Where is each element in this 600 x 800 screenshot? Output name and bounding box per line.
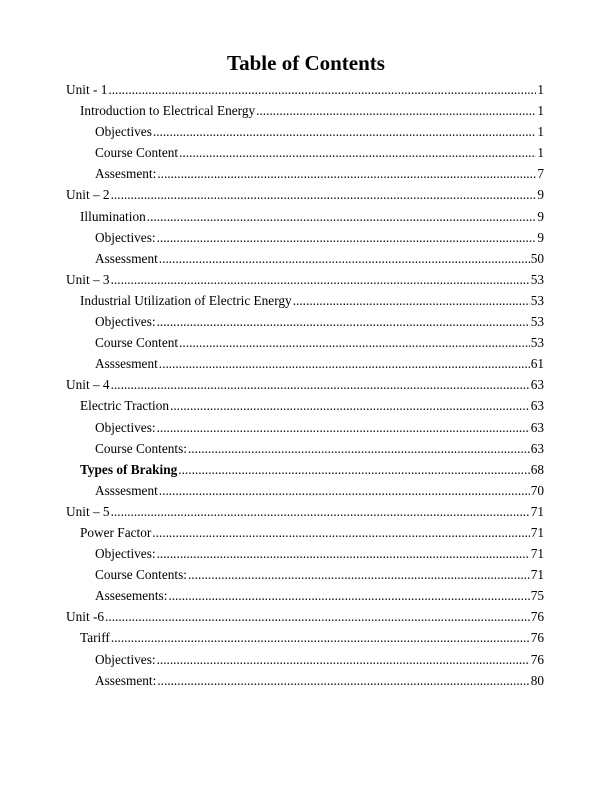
toc-entry[interactable] (0, 438, 544, 459)
toc-entry[interactable] (0, 184, 544, 205)
toc-entry[interactable] (0, 395, 544, 416)
toc-entry[interactable] (0, 163, 544, 184)
toc-page-number: 63 (530, 377, 544, 393)
toc-entry[interactable] (0, 522, 544, 543)
toc-entry-label: Tariff (80, 630, 110, 646)
toc-page-number: 53 (530, 271, 544, 287)
toc-dot-leader (168, 585, 529, 606)
toc-entry[interactable] (0, 374, 544, 395)
toc-entry[interactable] (0, 248, 544, 269)
toc-entry-label: Objectives: (95, 546, 156, 562)
toc-entry-label: Illumination (80, 208, 146, 224)
toc-dot-leader (111, 627, 530, 648)
toc-entry[interactable] (0, 480, 544, 501)
toc-entry[interactable] (0, 649, 544, 670)
toc-entry-label: Unit – 3 (66, 271, 110, 287)
toc-dot-leader (157, 649, 530, 670)
toc-entry-label: Asssesment (95, 356, 158, 372)
toc-page-number: 71 (530, 546, 544, 562)
toc-entry-label: Objectives: (95, 229, 156, 245)
toc-dot-leader (293, 290, 530, 311)
toc-entry-label: Course Contents: (95, 440, 187, 456)
toc-page-number: 53 (530, 292, 544, 308)
toc-entry-label: Course Content (95, 335, 179, 351)
toc-page-number: 76 (530, 630, 544, 646)
toc-entry-label: Industrial Utilization of Electric Energy (80, 292, 292, 308)
toc-title: Table of Contents (227, 51, 385, 75)
toc-page-number: 63 (530, 419, 544, 435)
toc-entry[interactable] (0, 670, 544, 691)
toc-page-number: 63 (530, 440, 544, 456)
toc-page-number: 80 (530, 672, 544, 688)
toc-dot-leader (152, 522, 529, 543)
toc-dot-leader (105, 606, 530, 627)
toc-entry-label: Unit – 2 (66, 187, 110, 203)
toc-entry[interactable] (0, 332, 544, 353)
toc-dot-leader (153, 121, 536, 142)
toc-entry-label: Course Contents: (95, 567, 187, 583)
toc-entry[interactable] (0, 564, 544, 585)
toc-entry-label: Assesment: (95, 672, 157, 688)
toc-dot-leader (256, 100, 536, 121)
toc-dot-leader (159, 353, 530, 374)
toc-entry-label: Assesment: (95, 166, 157, 182)
toc-entry[interactable] (0, 459, 544, 480)
toc-dot-leader (111, 184, 537, 205)
toc-dot-leader (111, 269, 530, 290)
toc-page-number: 76 (530, 609, 544, 625)
toc-entry[interactable] (0, 269, 544, 290)
toc-page-number: 1 (537, 103, 544, 119)
toc-page-number: 63 (530, 398, 544, 414)
toc-dot-leader (157, 311, 530, 332)
toc-entry-label: Assessment (95, 250, 158, 266)
toc-entry[interactable] (0, 627, 544, 648)
toc-entry-label: Introduction to Electrical Energy (80, 103, 256, 119)
toc-entry[interactable] (0, 100, 544, 121)
toc-dot-leader (111, 374, 530, 395)
toc-page-number: 75 (530, 588, 544, 604)
toc-dot-leader (178, 459, 529, 480)
toc-page-number: 53 (530, 314, 544, 330)
toc-page-number: 1 (537, 124, 544, 140)
toc-entry-label: Unit -6 (66, 609, 105, 625)
toc-dot-leader (157, 163, 536, 184)
toc-entry-label: Objectives: (95, 651, 156, 667)
toc-entry[interactable] (0, 311, 544, 332)
toc-entry[interactable] (0, 501, 544, 522)
toc-dot-leader (157, 670, 529, 691)
toc-list (0, 79, 600, 691)
toc-dot-leader (179, 332, 530, 353)
toc-page-number: 71 (530, 567, 544, 583)
toc-dot-leader (159, 480, 530, 501)
toc-page-number: 7 (537, 166, 544, 182)
toc-page-number: 76 (530, 651, 544, 667)
toc-page-number: 9 (537, 187, 544, 203)
toc-dot-leader (188, 438, 530, 459)
toc-entry[interactable] (0, 290, 544, 311)
toc-page-number: 61 (530, 356, 544, 372)
toc-dot-leader (170, 395, 530, 416)
toc-page-number: 9 (537, 229, 544, 245)
toc-entry-label: Unit – 5 (66, 503, 110, 519)
toc-page-number: 68 (530, 461, 544, 477)
toc-dot-leader (157, 543, 530, 564)
toc-entry[interactable] (0, 79, 544, 100)
toc-page-number: 1 (537, 82, 544, 97)
toc-entry-label: Asssesment (95, 482, 158, 498)
toc-dot-leader (157, 227, 537, 248)
toc-entry-label: Power Factor (80, 524, 152, 540)
toc-entry[interactable] (0, 606, 544, 627)
toc-entry-label: Unit – 4 (66, 377, 110, 393)
toc-entry-label: Electric Traction (80, 398, 169, 414)
toc-entry-label: Objectives: (95, 419, 156, 435)
toc-entry[interactable] (0, 585, 544, 606)
toc-page-number: 70 (530, 482, 544, 498)
toc-entry[interactable] (0, 142, 544, 163)
toc-page-number: 71 (530, 524, 544, 540)
toc-entry[interactable] (0, 227, 544, 248)
toc-entry-label: Objectives (95, 124, 152, 140)
toc-entry[interactable] (0, 121, 544, 142)
toc-entry-label: Course Content (95, 145, 179, 161)
toc-dot-leader (147, 206, 537, 227)
toc-entry[interactable] (0, 206, 544, 227)
toc-entry-label: Unit - 1 (66, 82, 108, 97)
toc-dot-leader (108, 79, 536, 100)
toc-entry[interactable] (0, 417, 544, 438)
toc-dot-leader (188, 564, 530, 585)
toc-dot-leader (159, 248, 530, 269)
toc-page-number: 50 (530, 250, 544, 266)
toc-entry[interactable] (0, 543, 544, 564)
toc-dot-leader (179, 142, 536, 163)
toc-entry-label: Assesements: (95, 588, 168, 604)
toc-page-number: 9 (537, 208, 544, 224)
toc-entry-label: Objectives: (95, 314, 156, 330)
toc-entry-label: Types of Braking (80, 461, 178, 477)
toc-page-number: 1 (537, 145, 544, 161)
toc-page-number: 53 (530, 335, 544, 351)
toc-dot-leader (157, 417, 530, 438)
toc-page-number: 71 (530, 503, 544, 519)
toc-entry[interactable] (0, 353, 544, 374)
toc-dot-leader (111, 501, 530, 522)
